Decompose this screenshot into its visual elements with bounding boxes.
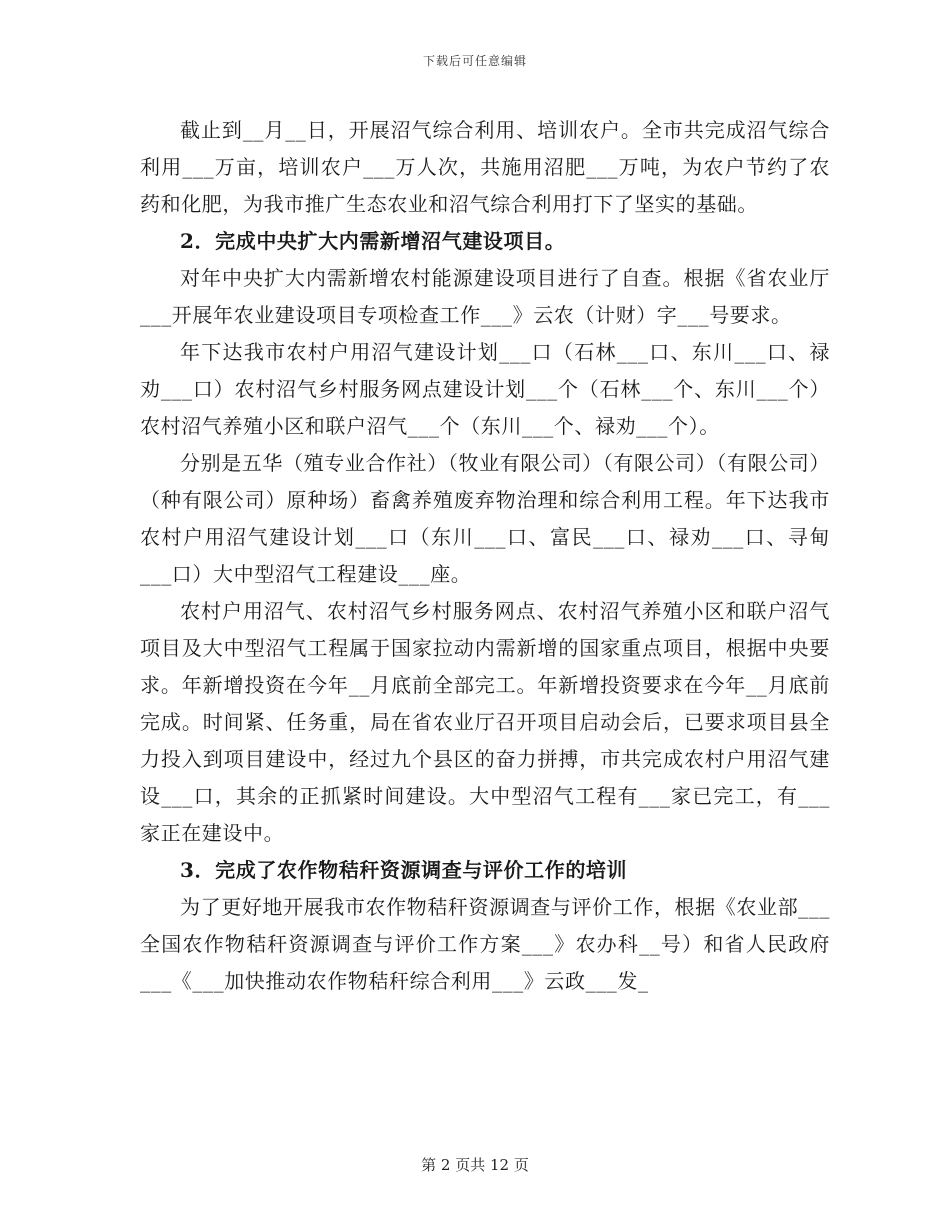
paragraph-key-projects: 农村户用沼气、农村沼气乡村服务网点、农村沼气养殖小区和联户沼气项目及大中型沼气工程属于国家拉动内需新增的国家重点项目，根据中央要求。年新增投资在今年__月底前全部完工。年新增投资要求在今年__月底前完成。时间紧、任务重，局在省农业厅召开项目启动会后，已要求项目县全力投入到项目建设中，经过九个县区的奋力拼搏，市共完成农村户用沼气建设___口，其余的正抓紧时间建设。大中型沼气工程有___家已完工，有___家正在建设中。	[140, 599, 830, 845]
section-heading-3: 3．完成了农作物秸秆资源调查与评价工作的培训	[180, 858, 628, 882]
page-header: 下载后可任意编辑	[422, 54, 527, 68]
page-footer: 第 2 页共 12 页	[421, 1156, 529, 1174]
paragraph-self-inspection: 对年中央扩大内需新增农村能源建设项目进行了自查。根据《省农业厅___开展年农业建设项目专项检查工作___》云农（计财）字___号要求。	[140, 266, 830, 327]
paragraph-biogas-summary: 截止到__月__日，开展沼气综合利用、培训农户。全市共完成沼气综合利用___万亩，培训农户___万人次，共施用沼肥___万吨，为农户节约了农药和化肥，为我市推广生态农业和沼气综合利用打下了坚实的基础。	[140, 118, 830, 216]
paragraph-livestock-projects: 分别是五华（殖专业合作社）（牧业有限公司）（有限公司）（有限公司）（种有限公司）原种场）畜禽养殖废弃物治理和综合利用工程。年下达我市农村户用沼气建设计划___口（东川___口、富民___口、禄劝___口、寻甸___口）大中型沼气工程建设___座。	[140, 451, 830, 586]
paragraph-straw-survey: 为了更好地开展我市农作物秸秆资源调查与评价工作，根据《农业部___全国农作物秸秆资源调查与评价工作方案___》农办科__号）和省人民政府___《___加快推动农作物秸秆综合利用___》云政___发_	[140, 895, 830, 993]
document-body	[140, 112, 830, 1000]
paragraph-household-plan: 年下达我市农村户用沼气建设计划___口（石林___口、东川___口、禄劝___口）农村沼气乡村服务网点建设计划___个（石林___个、东川___个）农村沼气养殖小区和联户沼气___个（东川___个、禄劝___个）。	[140, 340, 830, 438]
section-heading-2: 2．完成中央扩大内需新增沼气建设项目。	[180, 229, 566, 253]
